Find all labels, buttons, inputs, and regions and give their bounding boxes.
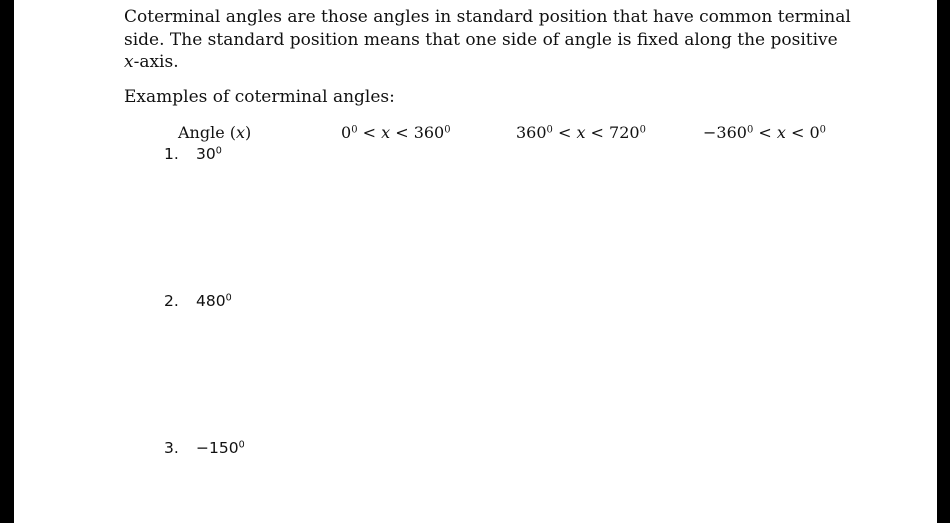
intro-x-variable: x: [124, 52, 134, 72]
list-item: [164, 439, 245, 457]
range2-low: 360: [516, 123, 547, 142]
header-angle-var: x: [236, 123, 246, 142]
document-page: [14, 0, 937, 523]
header-angle-label: Angle (: [178, 123, 237, 142]
range2-var: x: [576, 123, 586, 142]
range2-high: < 720: [585, 123, 640, 142]
range3-lt: <: [753, 123, 777, 142]
range1-high: < 360: [390, 123, 445, 142]
range2-deg: 0: [546, 124, 553, 136]
range3-deg: 0: [746, 124, 754, 136]
item-value: 30: [196, 145, 216, 163]
range1-var: x: [381, 123, 391, 142]
range3-low: −360: [703, 123, 747, 142]
header-range-2: [516, 123, 646, 142]
examples-heading: Examples of coterminal angles:: [124, 87, 395, 107]
range3-var: x: [776, 123, 786, 142]
item-degree: 0: [238, 439, 245, 451]
item-degree: 0: [215, 145, 222, 157]
range3-deg2: 0: [819, 124, 826, 136]
header-range-1: [341, 123, 451, 142]
intro-line-1: Coterminal angles are those angles in standard position that have common terminal: [124, 7, 851, 27]
list-item: [164, 292, 232, 310]
item-number: 1.: [164, 145, 179, 163]
item-value: 480: [196, 292, 226, 310]
item-number: 2.: [164, 292, 179, 310]
range2-lt: <: [552, 123, 577, 142]
item-degree: 0: [225, 292, 232, 304]
range1-deg: 0: [351, 124, 358, 136]
range2-deg2: 0: [639, 124, 646, 136]
intro-axis-text: -axis.: [133, 52, 179, 72]
range1-lt: <: [357, 123, 382, 142]
range1-low: 0: [341, 123, 352, 142]
intro-line-2: side. The standard position means that one side of angle is fixed along the positive: [124, 29, 838, 50]
header-angle-close: ): [245, 123, 252, 142]
header-angle: [178, 123, 251, 142]
range3-high: < 0: [785, 123, 820, 142]
intro-paragraph: [124, 6, 874, 74]
header-range-3: [703, 123, 826, 142]
item-number: 3.: [164, 439, 179, 457]
range1-deg2: 0: [444, 124, 451, 136]
intro-line-3: [124, 51, 874, 74]
item-value: −150: [196, 439, 239, 457]
list-item: [164, 145, 222, 163]
